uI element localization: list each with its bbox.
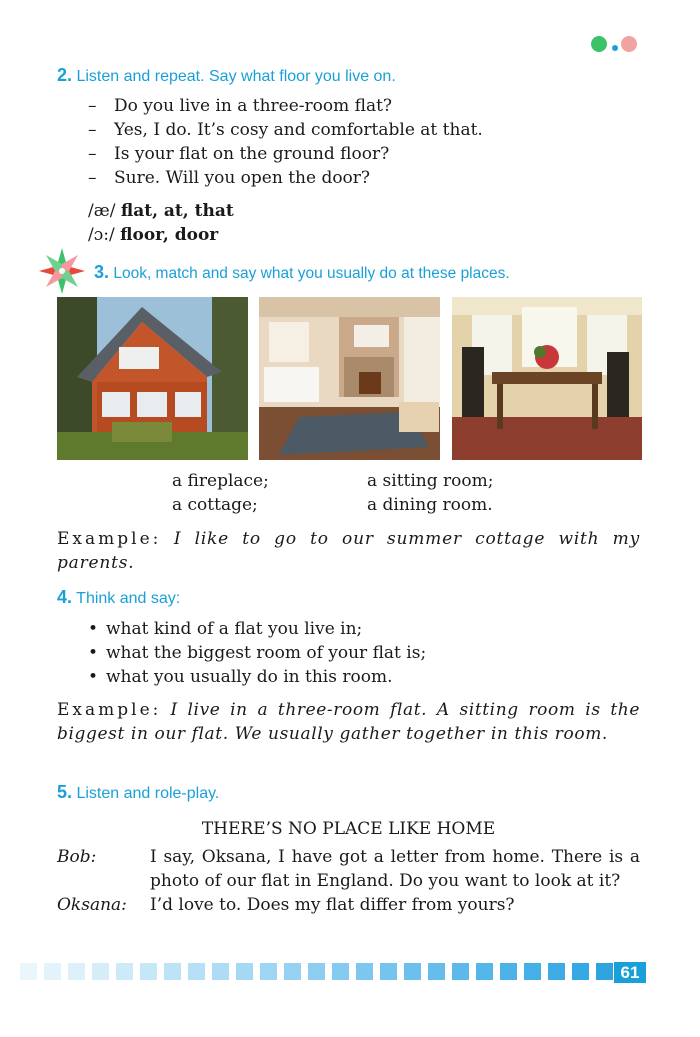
task3-number: 3.: [94, 262, 110, 282]
task4-title: [57, 587, 180, 608]
dialog-line: – Is your flat on the ground floor?: [88, 144, 390, 164]
list-item: • what kind of a flat you live in;: [88, 619, 363, 639]
dialog-heading: THERE’S NO PLACE LIKE HOME: [201, 819, 496, 839]
task5-instruction: Listen and role-play.: [76, 785, 220, 802]
star-icon: [37, 246, 87, 296]
speaker-line: I’d love to. Does my flat differ from yours?: [150, 895, 515, 915]
task2-title: [57, 65, 396, 86]
example-label: Example:: [57, 700, 162, 720]
example-text: I live in a three-room flat. A sitting room is the biggest in our flat. We usually gather together in this room.: [57, 700, 640, 744]
word-item: a fireplace;: [172, 471, 269, 491]
list-item: • what you usually do in this room.: [88, 667, 393, 687]
dialog-row: [57, 893, 640, 917]
corner-dots-icon: [590, 33, 640, 55]
speaker-name: Oksana:: [57, 895, 127, 915]
task2-number: 2.: [57, 65, 73, 85]
dining-room-photo: [452, 297, 642, 460]
task4-bullets: [88, 617, 426, 689]
list-item: • what the biggest room of your flat is;: [88, 643, 427, 663]
dialog-line: – Sure. Will you open the door?: [88, 168, 371, 188]
example-text: I like to go to our summer cottage with my parents.: [57, 529, 641, 573]
task3-instruction: Look, match and say what you usually do at these places.: [113, 265, 510, 282]
task3-title: [94, 262, 510, 283]
word-item: a dining room.: [367, 495, 493, 515]
task2-dialog: [88, 94, 648, 190]
speaker-line: I say, Oksana, I have got a letter from home. There is a photo of our flat in England. Do you want to look at it?: [150, 847, 640, 891]
word-column-2: [367, 469, 493, 517]
task5-dialog: [57, 845, 640, 917]
task3-example: [57, 527, 640, 575]
phonetics-block: [88, 199, 234, 247]
task4-example: [57, 698, 640, 746]
task4-number: 4.: [57, 587, 73, 607]
dialog-line: – Yes, I do. It’s cosy and comfortable at that.: [88, 120, 483, 140]
word-item: a sitting room;: [367, 471, 494, 491]
task5-number: 5.: [57, 782, 73, 802]
sitting-room-photo: [259, 297, 440, 460]
speaker-name: Bob:: [57, 847, 97, 867]
task2-instruction: Listen and repeat. Say what floor you live on.: [76, 68, 396, 85]
task5-title: [57, 782, 219, 803]
phonetic-line: /æ/ flat, at, that: [88, 201, 234, 221]
phonetic-line: /ɔ:/ floor, door: [88, 225, 219, 245]
example-label: Example:: [57, 529, 162, 549]
dialog-line: – Do you live in a three-room flat?: [88, 96, 393, 116]
word-item: a cottage;: [172, 495, 258, 515]
dialog-row: [57, 845, 640, 893]
cottage-photo: [57, 297, 248, 460]
page-number: 61: [614, 962, 646, 983]
task4-instruction: Think and say:: [76, 590, 181, 607]
word-column-1: [172, 469, 269, 517]
